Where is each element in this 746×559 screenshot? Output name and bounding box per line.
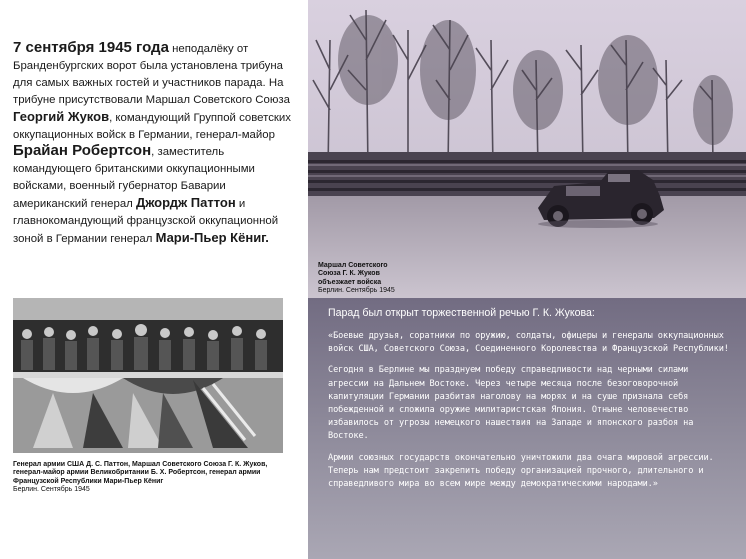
name-koenig: Мари-Пьер Кёниг. (155, 229, 269, 245)
intro-text-3: , заместитель командующего британскими оккупационными войсками, военный губернатор Баварии американский генерал (13, 146, 255, 211)
tribune-photo (13, 298, 283, 453)
caption-top-place: Берлин. Сентябрь 1945 (318, 287, 395, 295)
intro-text-2: , командующий Группой советских оккупационных войск в Германии, генерал-майор (13, 111, 291, 141)
caption-left-place: Берлин. Сентябрь 1945 (13, 485, 90, 493)
caption-left-title: Генерал армии США Д. С. Паттон, Маршал Советского Союза Г. К. Жуков, генерал-майор армии Великобритании Б. Х. Робертсон, генерал армии Французской Республики Мари-Пьер Кёниг (13, 461, 268, 485)
speech-panel (308, 298, 746, 559)
intro-text-4: и главнокомандующий французской оккупационной зоной в Германии генерал (13, 198, 279, 245)
name-patton: Джордж Паттон (135, 195, 236, 211)
speech-lead: Парад был открыт торжественной речью Г. К. Жукова: (328, 307, 595, 319)
speech-paragraph-1: «Боевые друзья, соратники по оружию, солдаты, офицеры и генералы оккупационных войск США, Советского Союза, Соединенного Королевства и Французской Республики! (328, 331, 729, 355)
name-robertson: Брайан Робертсон (13, 142, 152, 160)
speech-paragraph-2: Сегодня в Берлине мы празднуем победу справедливости над черными силами агрессии на Дальнем Востоке. Через четыре месяца после безоговорочной капитуляции Германии разбитая наголову на морях и на суше признала себя побежденной и сложила оружие милитаристская Япония. Отныне человечество избавилось от угрозы немецкого нашествия на Западе и японского разбоя на Востоке. (328, 365, 694, 442)
speech-paragraph-3: Армии союзных государств окончательно уничтожили два очага мировой агрессии. Теперь нам предстоит закрепить победу организацией прочного, длительного и справедливого мира во всем мире между демократическими народами.» (328, 452, 714, 490)
parade-photo (308, 0, 746, 298)
caption-left (13, 461, 291, 494)
caption-top (318, 262, 408, 296)
caption-top-title: Маршал Советского Союза Г. К. Жуков объезжает войска (318, 262, 388, 286)
intro-text-1: неподалёку от Бранденбургских ворот была установлена трибуна для самых важных гостей и участников парада. На трибуне присутствовали Маршал Советского Союза (13, 43, 290, 106)
intro-paragraph (13, 40, 295, 248)
name-zhukov: Георгий Жуков (13, 108, 110, 124)
intro-date: 7 сентября 1945 года (13, 39, 169, 56)
